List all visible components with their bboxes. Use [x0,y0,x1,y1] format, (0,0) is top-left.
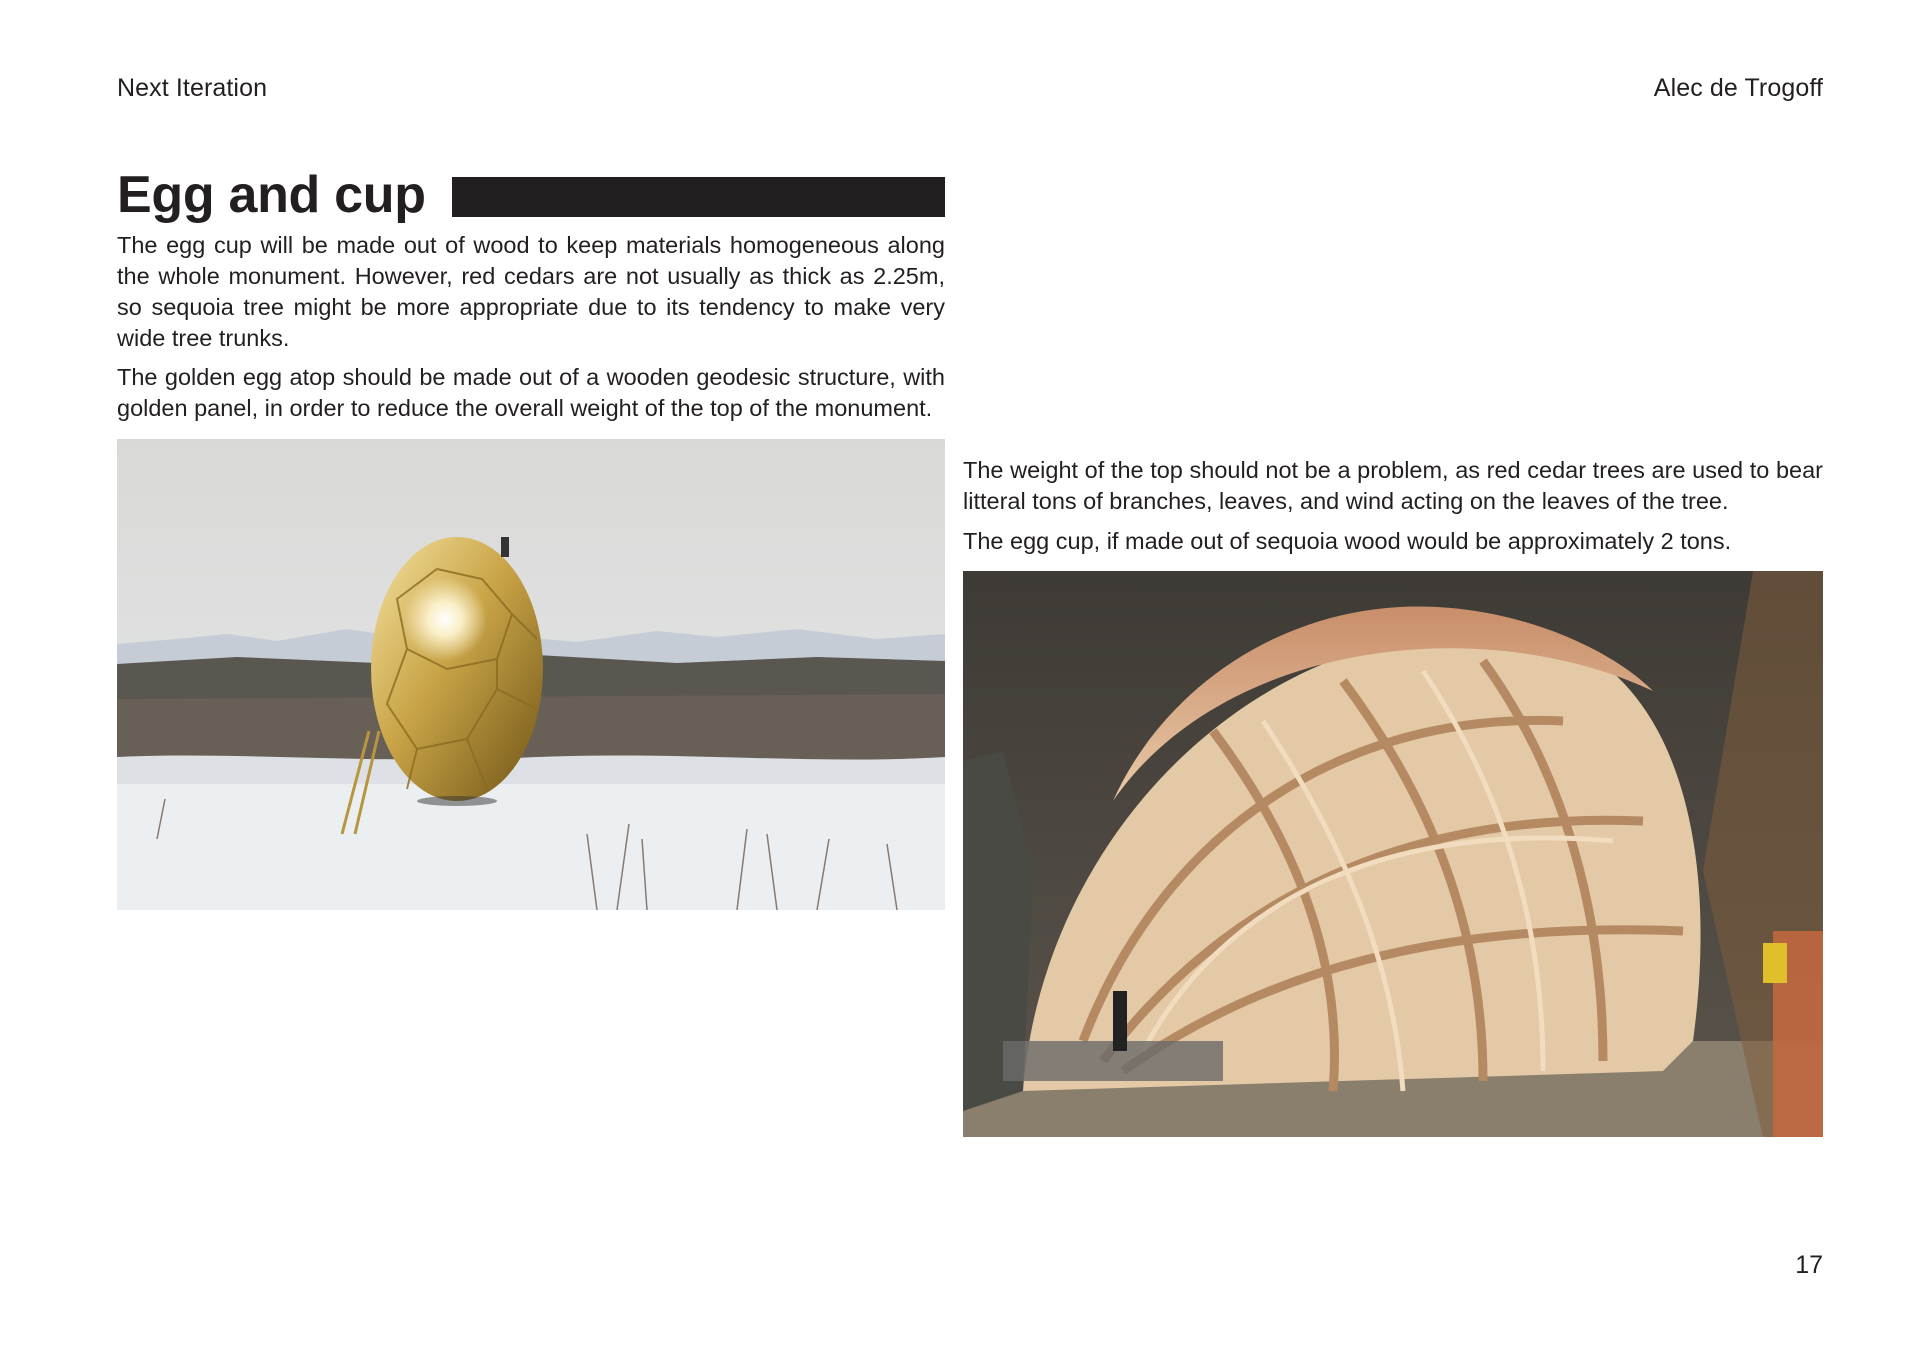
paragraph-golden-egg-structure: The golden egg atop should be made out of a wooden geodesic structure, with golden panel, in order to reduce the overall weight of the top of the monument. [117,364,945,421]
paragraph-egg-cup-weight: The egg cup, if made out of sequoia wood would be approximately 2 tons. [963,528,1732,554]
running-header-right: Alec de Trogoff [1653,74,1823,102]
title-rule-bar [452,177,945,217]
golden-egg-sauna-photo [117,439,945,910]
section-title: Egg and cup [117,166,426,224]
paragraph-egg-cup-material: The egg cup will be made out of wood to keep materials homogeneous along the whole monument. However, red cedars are not usually as thick as 2.25m, so sequoia tree might be more appropriate due to its tendency to make very wide tree trunks. [117,232,945,351]
page-number: 17 [1795,1251,1823,1279]
wooden-dome-construction-photo [963,571,1823,1137]
section-heading [117,165,945,225]
paragraph-top-weight: The weight of the top should not be a problem, as red cedar trees are used to bear litteral tons of branches, leaves, and wind acting on the leaves of the tree. [963,457,1823,514]
running-header-left: Next Iteration [117,74,268,102]
